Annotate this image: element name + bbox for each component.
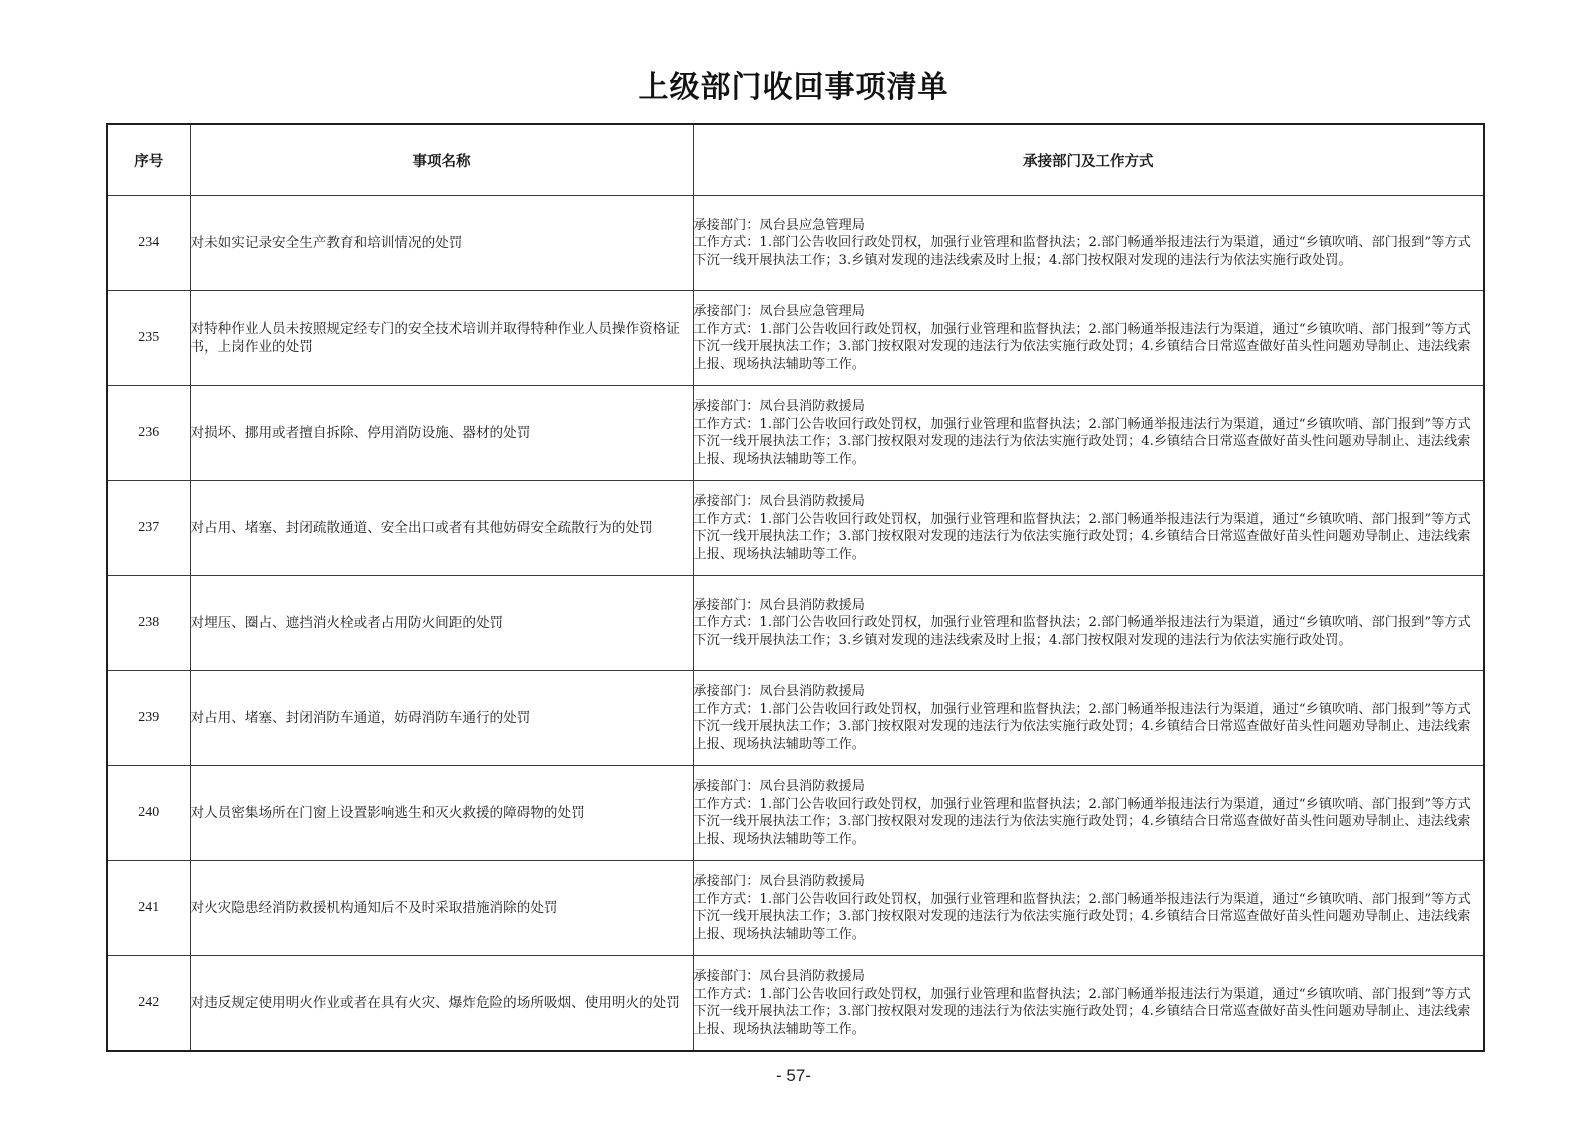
- table-row: [107, 576, 1484, 671]
- row-seq: 242: [107, 956, 190, 1052]
- row-dept-cell: [693, 196, 1484, 291]
- row-dept: 承接部门：凤台县消防救援局: [693, 684, 865, 699]
- header-name: 事项名称: [190, 124, 693, 196]
- row-name: 对埋压、圈占、遮挡消火栓或者占用防火间距的处罚: [190, 576, 693, 671]
- header-dept: 承接部门及工作方式: [693, 124, 1484, 196]
- row-mode: 工作方式：1.部门公告收回行政处罚权，加强行业管理和监督执法；2.部门畅通举报违法行为渠道，通过“乡镇吹哨、部门报到”等方式下沉一线开展执法工作；3.部门按权限对发现的违法行为依法实施行政处罚；4.乡镇结合日常巡查做好苗头性问题劝导制止、违法线索上报、现场执法辅助等工作。: [693, 986, 1471, 1037]
- row-seq: 237: [107, 481, 190, 576]
- row-name: 对特种作业人员未按照规定经专门的安全技术培训并取得特种作业人员操作资格证书，上岗作业的处罚: [190, 291, 693, 386]
- table-row: [107, 386, 1484, 481]
- row-dept-cell: [693, 291, 1484, 386]
- row-name: 对人员密集场所在门窗上设置影响逃生和灭火救援的障碍物的处罚: [190, 766, 693, 861]
- row-name: 对未如实记录安全生产教育和培训情况的处罚: [190, 196, 693, 291]
- table-header-row: [107, 124, 1484, 196]
- row-mode: 工作方式：1.部门公告收回行政处罚权，加强行业管理和监督执法；2.部门畅通举报违法行为渠道，通过“乡镇吹哨、部门报到”等方式下沉一线开展执法工作；3.部门按权限对发现的违法行为依法实施行政处罚；4.乡镇结合日常巡查做好苗头性问题劝导制止、违法线索上报、现场执法辅助等工作。: [693, 701, 1471, 752]
- row-seq: 239: [107, 671, 190, 766]
- row-dept-cell: [693, 861, 1484, 956]
- row-seq: 238: [107, 576, 190, 671]
- row-dept-cell: [693, 576, 1484, 671]
- row-mode: 工作方式：1.部门公告收回行政处罚权，加强行业管理和监督执法；2.部门畅通举报违法行为渠道，通过“乡镇吹哨、部门报到”等方式下沉一线开展执法工作；3.部门按权限对发现的违法行为依法实施行政处罚；4.乡镇结合日常巡查做好苗头性问题劝导制止、违法线索上报、现场执法辅助等工作。: [693, 796, 1471, 847]
- table-row: [107, 196, 1484, 291]
- header-seq: 序号: [107, 124, 190, 196]
- row-name: 对占用、堵塞、封闭消防车通道，妨碍消防车通行的处罚: [190, 671, 693, 766]
- table-row: [107, 956, 1484, 1052]
- row-name: 对损坏、挪用或者擅自拆除、停用消防设施、器材的处罚: [190, 386, 693, 481]
- row-name: 对违反规定使用明火作业或者在具有火灾、爆炸危险的场所吸烟、使用明火的处罚: [190, 956, 693, 1052]
- row-seq: 241: [107, 861, 190, 956]
- row-seq: 235: [107, 291, 190, 386]
- row-seq: 234: [107, 196, 190, 291]
- table-row: [107, 861, 1484, 956]
- row-mode: 工作方式：1.部门公告收回行政处罚权，加强行业管理和监督执法；2.部门畅通举报违法行为渠道，通过“乡镇吹哨、部门报到”等方式下沉一线开展执法工作；3.部门按权限对发现的违法行为依法实施行政处罚；4.乡镇结合日常巡查做好苗头性问题劝导制止、违法线索上报、现场执法辅助等工作。: [693, 416, 1471, 467]
- row-dept: 承接部门：凤台县消防救援局: [693, 779, 865, 794]
- row-mode: 工作方式：1.部门公告收回行政处罚权，加强行业管理和监督执法；2.部门畅通举报违法行为渠道，通过“乡镇吹哨、部门报到”等方式下沉一线开展执法工作；3.部门按权限对发现的违法行为依法实施行政处罚；4.乡镇结合日常巡查做好苗头性问题劝导制止、违法线索上报、现场执法辅助等工作。: [693, 321, 1471, 372]
- row-dept: 承接部门：凤台县应急管理局: [693, 217, 865, 233]
- row-dept: 承接部门：凤台县消防救援局: [693, 874, 865, 889]
- row-seq: 240: [107, 766, 190, 861]
- row-dept-cell: [693, 671, 1484, 766]
- table-row: [107, 766, 1484, 861]
- row-seq: 236: [107, 386, 190, 481]
- row-dept: 承接部门：凤台县消防救援局: [693, 969, 865, 984]
- row-dept-cell: [693, 386, 1484, 481]
- row-mode: 工作方式：1.部门公告收回行政处罚权，加强行业管理和监督执法；2.部门畅通举报违法行为渠道，通过“乡镇吹哨、部门报到”等方式下沉一线开展执法工作；3.部门按权限对发现的违法行为依法实施行政处罚；4.乡镇结合日常巡查做好苗头性问题劝导制止、违法线索上报、现场执法辅助等工作。: [693, 511, 1471, 562]
- row-dept-cell: [693, 956, 1484, 1052]
- row-dept: 承接部门：凤台县应急管理局: [693, 304, 865, 319]
- row-mode: 工作方式：1.部门公告收回行政处罚权，加强行业管理和监督执法；2.部门畅通举报违法行为渠道，通过“乡镇吹哨、部门报到”等方式下沉一线开展执法工作；3.乡镇对发现的违法线索及时上报；4.部门按权限对发现的违法行为依法实施行政处罚。: [693, 615, 1471, 648]
- row-name: 对占用、堵塞、封闭疏散通道、安全出口或者有其他妨碍安全疏散行为的处罚: [190, 481, 693, 576]
- row-dept: 承接部门：凤台县消防救援局: [693, 494, 865, 509]
- table-row: [107, 671, 1484, 766]
- items-table: [106, 123, 1485, 1052]
- page-number: - 57-: [776, 1066, 811, 1085]
- page-title: 上级部门收回事项清单: [638, 70, 949, 105]
- row-dept-cell: [693, 766, 1484, 861]
- table-row: [107, 481, 1484, 576]
- row-mode: 工作方式：1.部门公告收回行政处罚权，加强行业管理和监督执法；2.部门畅通举报违法行为渠道，通过“乡镇吹哨、部门报到”等方式下沉一线开展执法工作；3.部门按权限对发现的违法行为依法实施行政处罚；4.乡镇结合日常巡查做好苗头性问题劝导制止、违法线索上报、现场执法辅助等工作。: [693, 891, 1471, 942]
- table-row: [107, 291, 1484, 386]
- row-name: 对火灾隐患经消防救援机构通知后不及时采取措施消除的处罚: [190, 861, 693, 956]
- row-dept: 承接部门：凤台县消防救援局: [693, 399, 865, 414]
- row-dept: 承接部门：凤台县消防救援局: [693, 597, 865, 613]
- row-dept-cell: [693, 481, 1484, 576]
- row-mode: 工作方式：1.部门公告收回行政处罚权，加强行业管理和监督执法；2.部门畅通举报违法行为渠道，通过“乡镇吹哨、部门报到”等方式下沉一线开展执法工作；3.乡镇对发现的违法线索及时上报；4.部门按权限对发现的违法行为依法实施行政处罚。: [693, 235, 1471, 268]
